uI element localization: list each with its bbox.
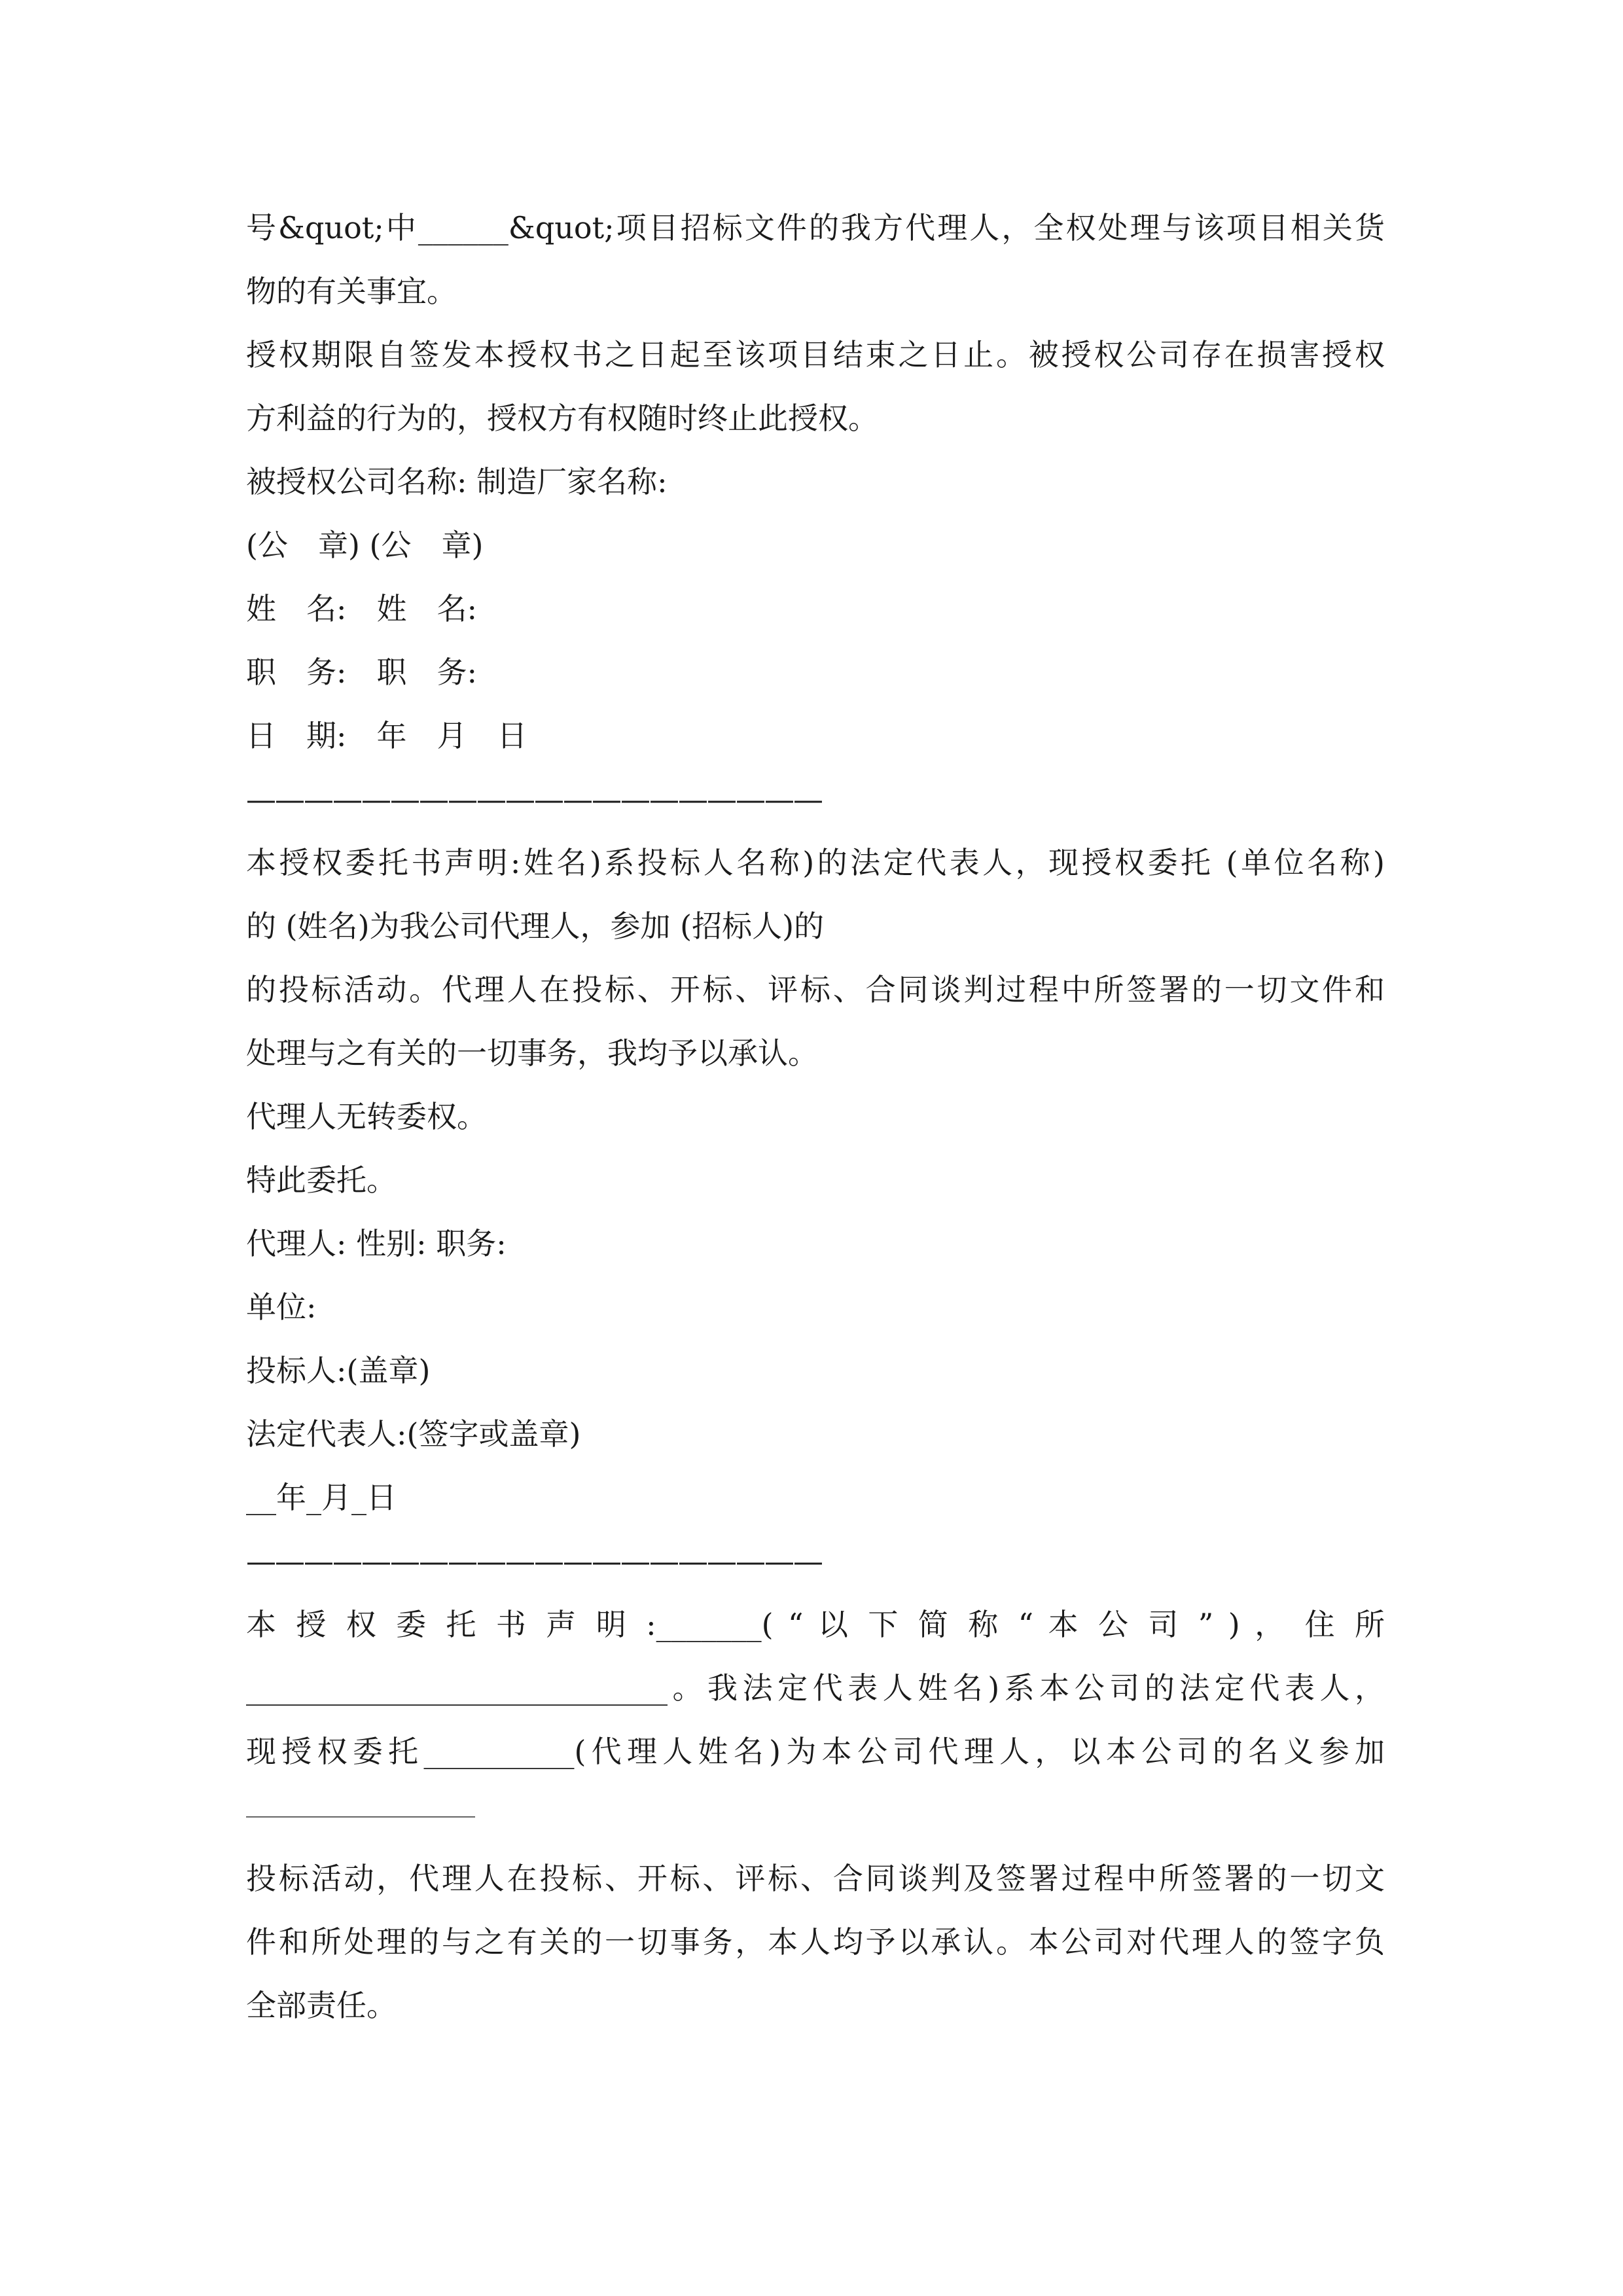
paragraph-line: 的 (姓名)为我公司代理人，参加 (招标人)的: [246, 908, 825, 944]
paragraph-line: 件和所处理的与之有关的一切事务，本人均予以承认。本公司对代理人的签字负: [246, 1924, 1385, 1960]
paragraph-line: 全部责任。: [246, 1988, 397, 2023]
paragraph-line: 现授权委托__________(代理人姓名)为本公司代理人，以本公司的名义参加: [246, 1734, 1385, 1769]
unit-line: 单位:: [246, 1289, 317, 1325]
paragraph-line: 物的有关事宜。: [246, 274, 457, 309]
seal-line: (公 章) (公 章): [246, 528, 484, 563]
paragraph-line: 代理人无转委权。: [246, 1099, 487, 1134]
company-name-line: 被授权公司名称: 制造厂家名称:: [246, 464, 668, 499]
paragraph-line: ____________________________。我法定代表人姓名)系本公司的法定代表人，: [246, 1670, 1385, 1706]
paragraph-line: 本授权委托书声明:姓名)系投标人名称)的法定代表人，现授权委托 (单位名称): [246, 845, 1385, 880]
paragraph-line: 的投标活动。代理人在投标、开标、评标、合同谈判过程中所签署的一切文件和: [246, 972, 1385, 1007]
bidder-seal-line: 投标人:(盖章): [246, 1353, 431, 1388]
paragraph-line: 方利益的行为的，授权方有权随时终止此授权。: [246, 401, 878, 436]
paragraph-line: 本 授 权 委 托 书 声 明 :_______( “ 以 下 简 称 “ 本 公 司 ” ) ， 住 所: [246, 1607, 1385, 1642]
paragraph-line: 投标活动，代理人在投标、开标、评标、合同谈判及签署过程中所签署的一切文: [246, 1861, 1385, 1896]
legal-rep-line: 法定代表人:(签字或盖章): [246, 1416, 581, 1452]
blank-rule: [246, 1784, 1385, 1847]
date-line: __年_月_日: [246, 1480, 397, 1515]
document-body: [246, 196, 1385, 2037]
blank-rule-line: [246, 1816, 475, 1818]
paragraph-line: 号&quot;中______&quot;项目招标文件的我方代理人，全权处理与该项目相关货: [246, 210, 1385, 245]
agent-info-line: 代理人: 性别: 职务:: [246, 1226, 507, 1261]
paragraph-line: 授权期限自签发本授权书之日起至该项目结束之日止。被授权公司存在损害授权: [246, 337, 1385, 372]
position-line: 职 务: 职 务:: [246, 655, 477, 690]
section-separator: ————————————————————: [246, 781, 822, 817]
paragraph-line: 特此委托。: [246, 1162, 397, 1198]
date-line: 日 期: 年 月 日: [246, 718, 527, 753]
section-separator: ————————————————————: [246, 1543, 822, 1579]
name-line: 姓 名: 姓 名:: [246, 591, 477, 626]
paragraph-line: 处理与之有关的一切事务，我均予以承认。: [246, 1035, 818, 1071]
